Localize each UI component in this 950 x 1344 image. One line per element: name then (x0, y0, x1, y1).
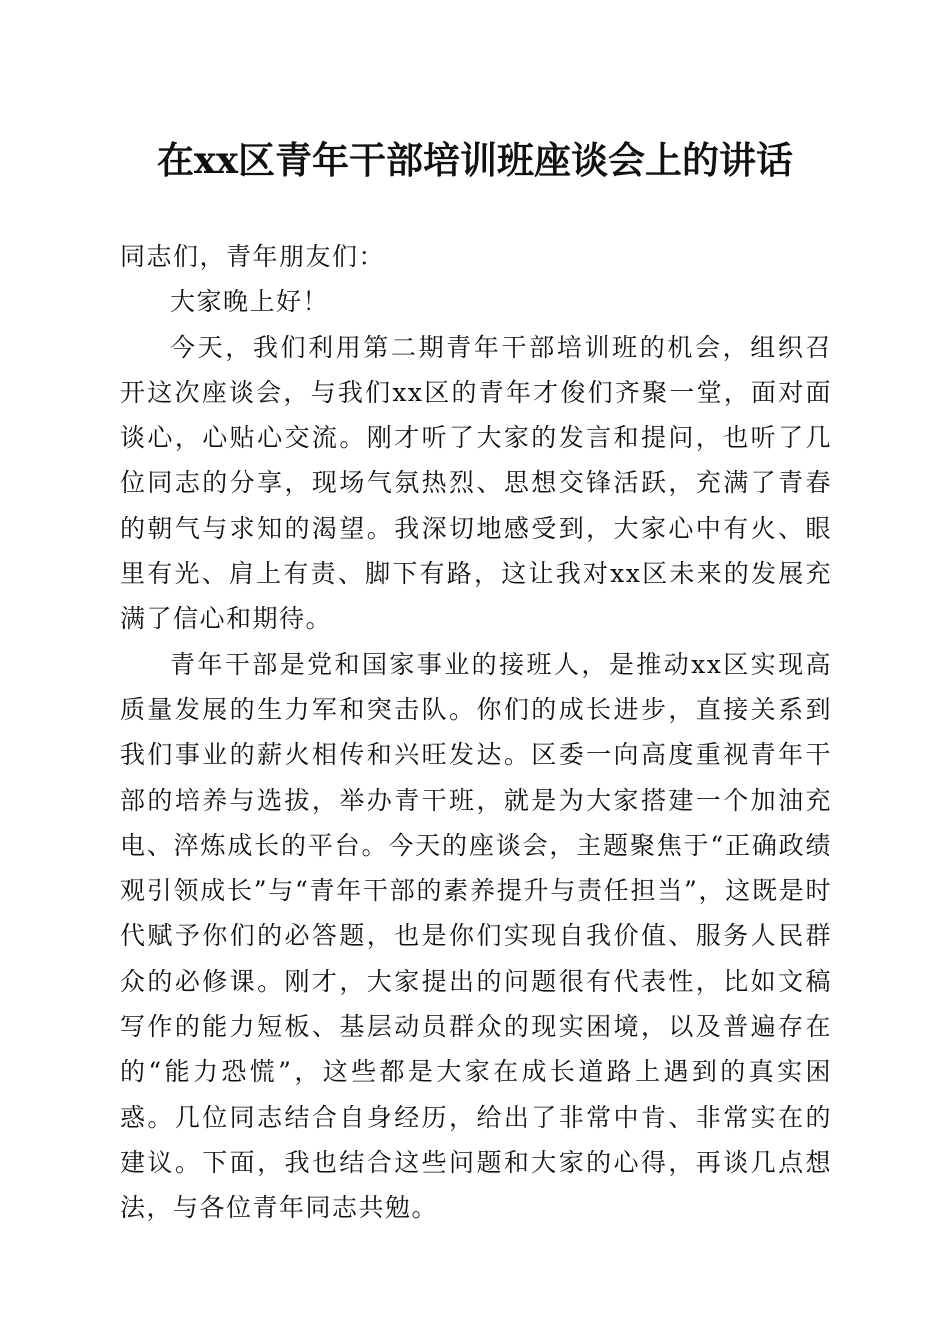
paragraph-youth-cadres: 青年干部是党和国家事业的接班人，是推动xx区实现高质量发展的生力军和突击队。你们的成长进步，直接关系到我们事业的薪火相传和兴旺发达。区委一向高度重视青年干部的培养与选拔，举办青干班，就是为大家搭建一个加油充电、淬炼成长的平台。今天的座谈会，主题聚焦于“正确政绩观引领成长”与“青年干部的素养提升与责任担当”，这既是时代赋予你们的必答题，也是你们实现自我价值、服务人民群众的必修课。刚才，大家提出的问题很有代表性，比如文稿写作的能力短板、基层动员群众的现实困境，以及普遍存在的“能力恐慌”，这些都是大家在成长道路上遇到的真实困惑。几位同志结合自身经历，给出了非常中肯、非常实在的建议。下面，我也结合这些问题和大家的心得，再谈几点想法，与各位青年同志共勉。 (120, 649, 832, 1223)
paragraph-greeting: 大家晚上好！ (170, 287, 330, 317)
salutation: 同志们，青年朋友们： (120, 242, 386, 271)
paragraph-opening: 今天，我们利用第二期青年干部培训班的机会，组织召开这次座谈会，与我们xx区的青年才俊们齐聚一堂，面对面谈心，心贴心交流。刚才听了大家的发言和提问，也听了几位同志的分享，现场气氛热烈、思想交锋活跃，充满了青春的朝气与求知的渴望。我深切地感受到，大家心中有火、眼里有光、肩上有责、脚下有路，这让我对xx区未来的发展充满了信心和期待。 (120, 332, 832, 634)
document-body (120, 234, 832, 1231)
document-title: 在xx区青年干部培训班座谈会上的讲话 (156, 138, 794, 182)
